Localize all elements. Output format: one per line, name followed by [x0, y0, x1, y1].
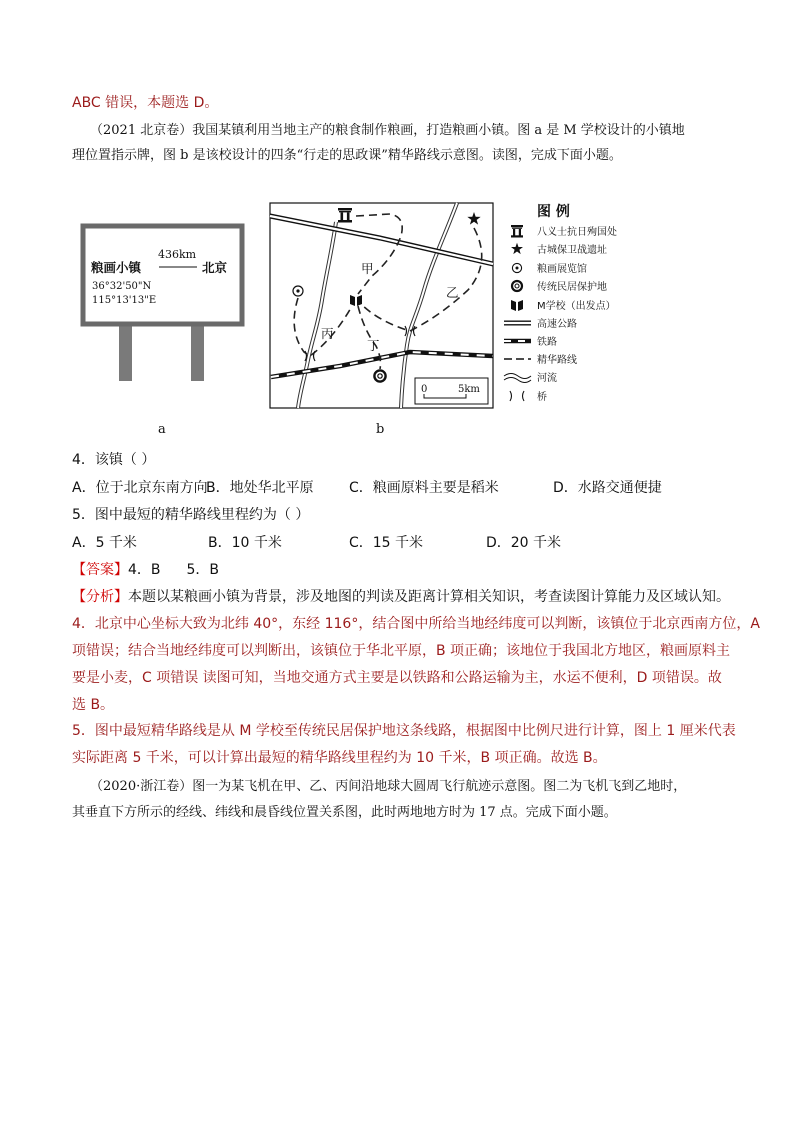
question-5-option-c[interactable]: C．15 千米	[349, 535, 424, 551]
sign-destination: 北京	[202, 260, 228, 275]
route-label-bing: 丙	[321, 326, 334, 341]
memorial-icon	[511, 225, 523, 238]
question-4-stem: 4．该镇（ ）	[72, 452, 156, 468]
scale-zero: 0	[421, 384, 428, 395]
legend-label: 精华路线	[537, 355, 577, 366]
problem-intro-line: （2021 北京卷）我国某镇利用当地主产的粮食制作粮画，打造粮画小镇。图 a 是 M 学校设计的小镇地	[90, 123, 685, 138]
sign-leg-left	[119, 325, 132, 381]
question-5-stem: 5．图中最短的精华路线里程约为（ ）	[72, 507, 310, 523]
analysis-q4-line: 项错误；结合当地经纬度可以判断出，该镇位于华北平原，B 项正确；该地位于我国北方地区，粮画原料主	[72, 643, 731, 659]
legend-item	[512, 262, 587, 275]
answer-line	[72, 560, 219, 580]
analysis-q5-line: 实际距离 5 千米，可以计算出最短的精华路线里程约为 10 千米，B 项正确。故选 B。	[72, 750, 607, 766]
question-4-option-d[interactable]: D．水路交通便捷	[553, 480, 662, 496]
scale-distance: 5km	[458, 384, 480, 395]
book-icon	[511, 300, 523, 311]
legend-label: 桥	[537, 392, 547, 403]
problem-intro-line: 理位置指示牌，图 b 是该校设计的四条“行走的思政课”精华路线示意图。读图，完成下面小题。	[72, 148, 622, 163]
legend-title: 图 例	[537, 204, 570, 220]
sign-distance: 436km	[158, 248, 197, 261]
previous-conclusion: ABC 错误，本题选 D。	[72, 95, 219, 111]
double-circle-icon	[512, 281, 522, 291]
legend-item	[504, 335, 557, 348]
star-icon	[511, 243, 523, 254]
double-circle-icon	[374, 370, 385, 381]
sign-longitude: 115°13'13"E	[92, 295, 157, 306]
analysis-q4-line: 选 B。	[72, 697, 115, 713]
legend-label: 古城保卫战遗址	[537, 245, 607, 256]
legend-item	[504, 371, 557, 384]
analysis-label: 【分析】	[72, 589, 128, 605]
map-legend	[504, 203, 617, 403]
question-4-option-a[interactable]: A．位于北京东南方向	[72, 480, 208, 496]
answer-value-4: 4．B	[128, 562, 161, 578]
analysis-q4-line: 要是小麦，C 项错误 读图可知，当地交通方式主要是以铁路和公路运输为主，水运不便利，D 项错误。故	[72, 670, 722, 686]
answer-value-5: 5．B	[186, 562, 220, 578]
bridge-icon	[510, 391, 524, 401]
legend-item	[504, 353, 577, 366]
analysis-line	[72, 587, 730, 607]
dot-circle-icon	[293, 286, 303, 296]
legend-item	[510, 390, 547, 403]
figure-b-caption: b	[376, 422, 385, 437]
question-5-option-a[interactable]: A．5 千米	[72, 535, 137, 551]
legend-label: 高速公路	[537, 319, 577, 330]
next-problem-intro-line: 其垂直下方所示的经线、纬线和晨昏线位置关系图，此时两地地方时为 17 点。完成下面小题。	[72, 805, 617, 820]
question-4-option-c[interactable]: C．粮画原料主要是稻米	[349, 480, 499, 496]
sign-leg-right	[191, 325, 204, 381]
dot-circle-icon	[512, 263, 521, 272]
question-5-option-d[interactable]: D．20 千米	[486, 535, 562, 551]
legend-label: 八义士抗日殉国处	[537, 227, 617, 238]
route-label-ding: 丁	[367, 338, 380, 353]
legend-label: 粮画展览馆	[537, 264, 587, 275]
analysis-summary: 本题以某粮画小镇为背景，涉及地图的判读及距离计算相关知识，考查读图计算能力及区域认知。	[128, 589, 730, 605]
sign-board	[83, 226, 242, 324]
legend-item	[511, 225, 617, 238]
scale-bar	[415, 378, 488, 404]
question-5-option-b[interactable]: B．10 千米	[208, 535, 282, 551]
figure-a-signboard	[83, 226, 242, 437]
question-4-option-b[interactable]: B．地处华北平原	[206, 480, 314, 496]
legend-item	[512, 280, 607, 293]
figure-b-map	[270, 203, 493, 437]
sign-latitude: 36°32'50"N	[92, 281, 152, 292]
next-problem-intro-line: （2020·浙江卷）图一为某飞机在甲、乙、丙间沿地球大圆周飞行航迹示意图。图二为飞机飞到乙地时，	[90, 779, 687, 794]
legend-item	[511, 299, 616, 312]
figure-a-b	[0, 190, 794, 450]
route-label-yi: 乙	[446, 285, 459, 300]
analysis-q5-line: 5．图中最短精华路线是从 M 学校至传统民居保护地这条线路，根据图中比例尺进行计算，图上 1 厘米代表	[72, 723, 736, 739]
analysis-q4-line: 4．北京中心坐标大致为北纬 40°，东经 116°，结合图中所给当地经纬度可以判断，该镇位于北京西南方位，A	[72, 616, 760, 632]
legend-label: 传统民居保护地	[537, 282, 607, 293]
river-icon	[504, 374, 531, 383]
legend-label: M学校（出发点）	[537, 301, 616, 312]
figure-a-caption: a	[158, 422, 166, 437]
legend-label: 铁路	[537, 337, 557, 348]
legend-item	[511, 243, 607, 256]
sign-origin: 粮画小镇	[91, 260, 142, 275]
answer-label: 【答案】	[72, 562, 128, 578]
legend-label: 河流	[537, 373, 557, 384]
route-label-jia: 甲	[361, 261, 374, 276]
legend-item	[504, 317, 577, 330]
